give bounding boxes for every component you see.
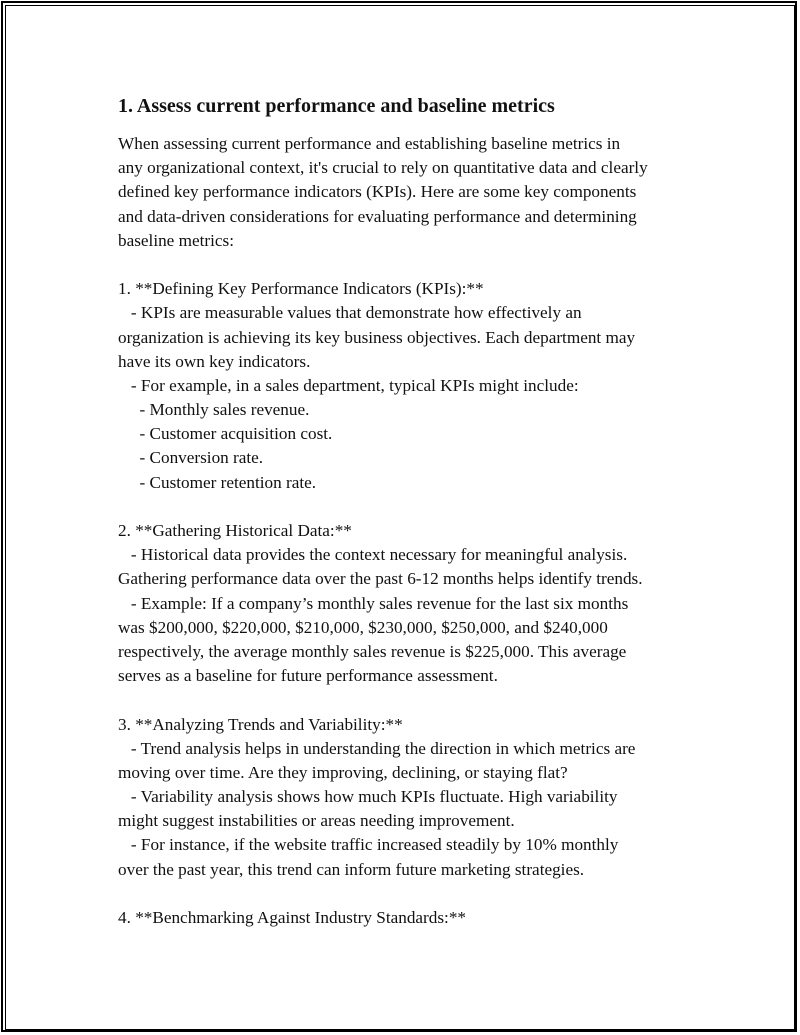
text-line: - Example: If a company’s monthly sales revenue for the last six months — [118, 593, 629, 613]
text-line: any organizational context, it's crucial to rely on quantitative data and clearly — [118, 158, 648, 178]
text-line: Gathering performance data over the past 6-12 months helps identify trends. — [118, 569, 643, 589]
text-line: moving over time. Are they improving, declining, or staying flat? — [118, 762, 568, 782]
blank-line — [118, 253, 688, 277]
text-line: baseline metrics: — [118, 230, 234, 250]
text-line: - Trend analysis helps in understanding the direction in which metrics are — [118, 738, 636, 758]
text-line: was $200,000, $220,000, $210,000, $230,000, $250,000, and $240,000 — [118, 617, 608, 637]
text-line: - For instance, if the website traffic increased steadily by 10% monthly — [118, 835, 619, 855]
text-line: - Conversion rate. — [118, 448, 264, 468]
text-line: 1. **Defining Key Performance Indicators (KPIs):** — [118, 279, 484, 299]
text-line: - Monthly sales revenue. — [118, 400, 310, 420]
text-line: - Customer retention rate. — [118, 472, 317, 492]
text-line: 4. **Benchmarking Against Industry Standards:** — [118, 908, 467, 927]
blank-line — [118, 688, 688, 712]
text-line: organization is achieving its key business objectives. Each department may — [118, 327, 636, 347]
blank-line — [118, 882, 688, 906]
text-line: 3. **Analyzing Trends and Variability:** — [118, 714, 403, 734]
text-line: might suggest instabilities or areas needing improvement. — [118, 811, 515, 831]
text-line: over the past year, this trend can inform future marketing strategies. — [118, 859, 585, 879]
document-text — [118, 132, 688, 930]
document-body — [118, 92, 688, 930]
text-line: and data-driven considerations for evaluating performance and determining — [118, 206, 637, 226]
blank-line — [118, 495, 688, 519]
text-line: respectively, the average monthly sales revenue is $225,000. This average — [118, 641, 627, 661]
section-heading: 1. Assess current performance and baseline metrics — [118, 95, 555, 117]
text-line: - Customer acquisition cost. — [118, 424, 333, 444]
text-line: - For example, in a sales department, typical KPIs might include: — [118, 375, 579, 395]
text-line: have its own key indicators. — [118, 351, 311, 371]
text-line: - Variability analysis shows how much KPIs fluctuate. High variability — [118, 787, 618, 807]
text-line: - Historical data provides the context necessary for meaningful analysis. — [118, 545, 628, 565]
text-line: 2. **Gathering Historical Data:** — [118, 521, 352, 540]
text-line: defined key performance indicators (KPIs). Here are some key components — [118, 182, 637, 202]
text-line: - KPIs are measurable values that demonstrate how effectively an — [118, 303, 582, 323]
text-line: When assessing current performance and establishing baseline metrics in — [118, 134, 621, 153]
text-line: serves as a baseline for future performance assessment. — [118, 666, 498, 686]
